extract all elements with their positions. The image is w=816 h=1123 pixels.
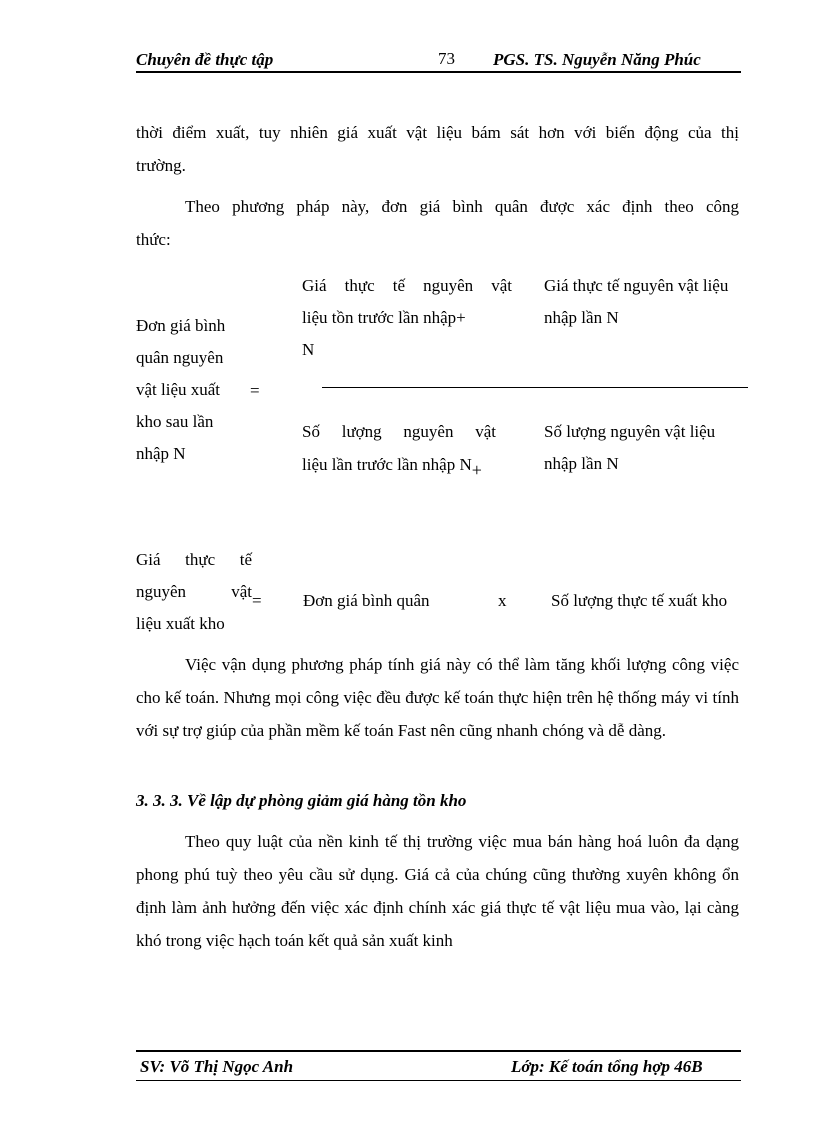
formula2-operator: x — [498, 591, 507, 610]
paragraph-line: Theo phương pháp này, đơn giá bình quân được xác định theo công — [185, 197, 739, 216]
fraction-bar — [322, 387, 748, 388]
formula2-equals: = — [252, 591, 262, 610]
formula1-numerator-b: Giá thực tế nguyên vật liệu nhập lần N — [544, 276, 729, 327]
paragraph: Theo quy luật của nền kinh tế thị trường việc mua bán hàng hoá luôn đa dạng phong phú tuỳ theo yêu cầu sử dụng. Giá cả của chúng cũng thường xuyên không ổn định làm ảnh hưởng đến việc xác định chính xác giá thực tế vật liệu mua vào, lại càng khó trong việc hạch toán kết quả sản xuất kinh — [136, 832, 739, 950]
header-author: PGS. TS. Nguyễn Năng Phúc — [493, 50, 701, 69]
formula1-lhs: Đơn giá bình quân nguyên vật liệu xuất kho sau lần nhập N — [136, 316, 226, 463]
header-title: Chuyên đề thực tập — [136, 50, 274, 69]
formula1-numerator-a: Giá thực tế nguyên vật liệu tồn trước lần nhập+ N — [302, 276, 512, 359]
page-number: 73 — [438, 49, 455, 68]
formula2-term2: Số lượng thực tế xuất kho — [551, 591, 728, 610]
footer-class: Lớp: Kế toán tổng hợp 46B — [511, 1057, 703, 1076]
formula1-denominator-b: Số lượng nguyên vật liệu nhập lần N — [544, 422, 716, 473]
formula1-equals: = — [250, 381, 260, 400]
footer-student: SV: Võ Thị Ngọc Anh — [140, 1057, 294, 1076]
paragraph: Việc vận dụng phương pháp tính giá này có thể làm tăng khối lượng công việc cho kế toán. Nhưng mọi công việc đều được kế toán thực hiện trên hệ thống máy vi tính với sự trợ giúp của phần mềm kế toán Fast nên cũng nhanh chóng và dễ dàng. — [136, 655, 739, 740]
footer-rule — [136, 1050, 741, 1052]
paragraph-line: thức: — [136, 230, 171, 249]
paragraph-line: thời điểm xuất, tuy nhiên giá xuất vật liệu bám sát hơn với biến động của thị — [136, 123, 739, 142]
footer-bottom-rule — [136, 1080, 741, 1081]
formula2-term1: Đơn giá bình quân — [303, 591, 430, 610]
header-rule — [136, 71, 741, 73]
section-heading: 3. 3. 3. Về lập dự phòng giảm giá hàng tồn kho — [136, 791, 467, 810]
formula1-denominator-a: Số lượng nguyên vật liệu lần trước lần nhập N+ — [302, 422, 496, 480]
formula2-lhs: Giá thực tế nguyên vật liệu xuất kho — [136, 550, 252, 633]
paragraph-line: trường. — [136, 156, 186, 175]
